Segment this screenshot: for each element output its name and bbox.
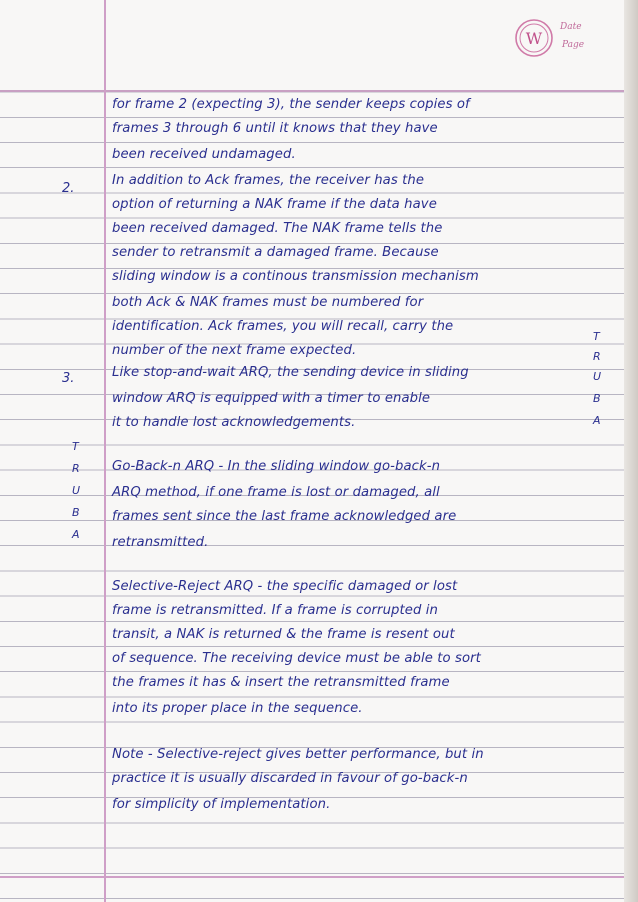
- right-margin-letter: A: [593, 414, 601, 427]
- note-line: number of the next frame expected.: [112, 343, 357, 358]
- bottom-rule: [0, 876, 624, 878]
- note-line: sender to retransmit a damaged frame. Because: [112, 245, 439, 260]
- note-line: frames 3 through 6 until it knows that they have: [112, 121, 438, 136]
- note-line: Note - Selective-reject gives better performance, but in: [112, 747, 484, 762]
- note-line: Selective-Reject ARQ - the specific damaged or lost: [112, 579, 458, 594]
- note-line: practice it is usually discarded in favour of go-back-n: [112, 771, 468, 786]
- note-line: Go-Back-n ARQ - In the sliding window go-back-n: [112, 459, 441, 474]
- note-line: sliding window is a continous transmission mechanism: [112, 269, 479, 284]
- brand-logo-icon: [514, 18, 554, 58]
- right-margin-letter: U: [593, 370, 602, 383]
- logo-letter: W: [525, 29, 543, 48]
- note-line: Like stop-and-wait ARQ, the sending device in sliding: [112, 365, 469, 380]
- note-line: frames sent since the last frame acknowledged are: [112, 509, 457, 524]
- note-line: been received undamaged.: [112, 147, 296, 162]
- right-margin-letter: T: [593, 330, 600, 343]
- note-line: for simplicity of implementation.: [112, 797, 331, 812]
- right-margin-letter: R: [593, 350, 601, 363]
- note-line: identification. Ack frames, you will recall, carry the: [112, 319, 454, 334]
- note-line: option of returning a NAK frame if the data have: [112, 197, 437, 212]
- left-margin-letter: A: [72, 528, 80, 541]
- note-line: for frame 2 (expecting 3), the sender keeps copies of: [112, 97, 470, 112]
- note-line: retransmitted.: [112, 535, 209, 550]
- note-line: of sequence. The receiving device must be able to sort: [112, 651, 481, 666]
- note-line: into its proper place in the sequence.: [112, 701, 363, 716]
- left-margin-letter: T: [72, 440, 79, 453]
- page-edge: [624, 0, 638, 902]
- note-line: ARQ method, if one frame is lost or damaged, all: [112, 485, 440, 500]
- right-margin-letter: B: [593, 392, 601, 405]
- point-number-2: 2.: [62, 181, 75, 196]
- note-line: In addition to Ack frames, the receiver has the: [112, 173, 425, 188]
- page-label: Page: [562, 40, 585, 50]
- date-label: Date: [560, 22, 582, 32]
- note-line: window ARQ is equipped with a timer to enable: [112, 391, 431, 406]
- left-margin-letter: B: [72, 506, 80, 519]
- left-margin-letter: R: [72, 462, 80, 475]
- note-line: frame is retransmitted. If a frame is corrupted in: [112, 603, 438, 618]
- left-margin-rule: [104, 0, 106, 902]
- point-number-3: 3.: [62, 371, 75, 386]
- note-line: both Ack & NAK frames must be numbered for: [112, 295, 424, 310]
- note-line: it to handle lost acknowledgements.: [112, 415, 356, 430]
- note-line: the frames it has & insert the retransmitted frame: [112, 675, 450, 690]
- note-line: transit, a NAK is returned & the frame is resent out: [112, 627, 455, 642]
- note-line: been received damaged. The NAK frame tells the: [112, 221, 443, 236]
- left-margin-letter: U: [72, 484, 81, 497]
- header-rule: [0, 90, 624, 92]
